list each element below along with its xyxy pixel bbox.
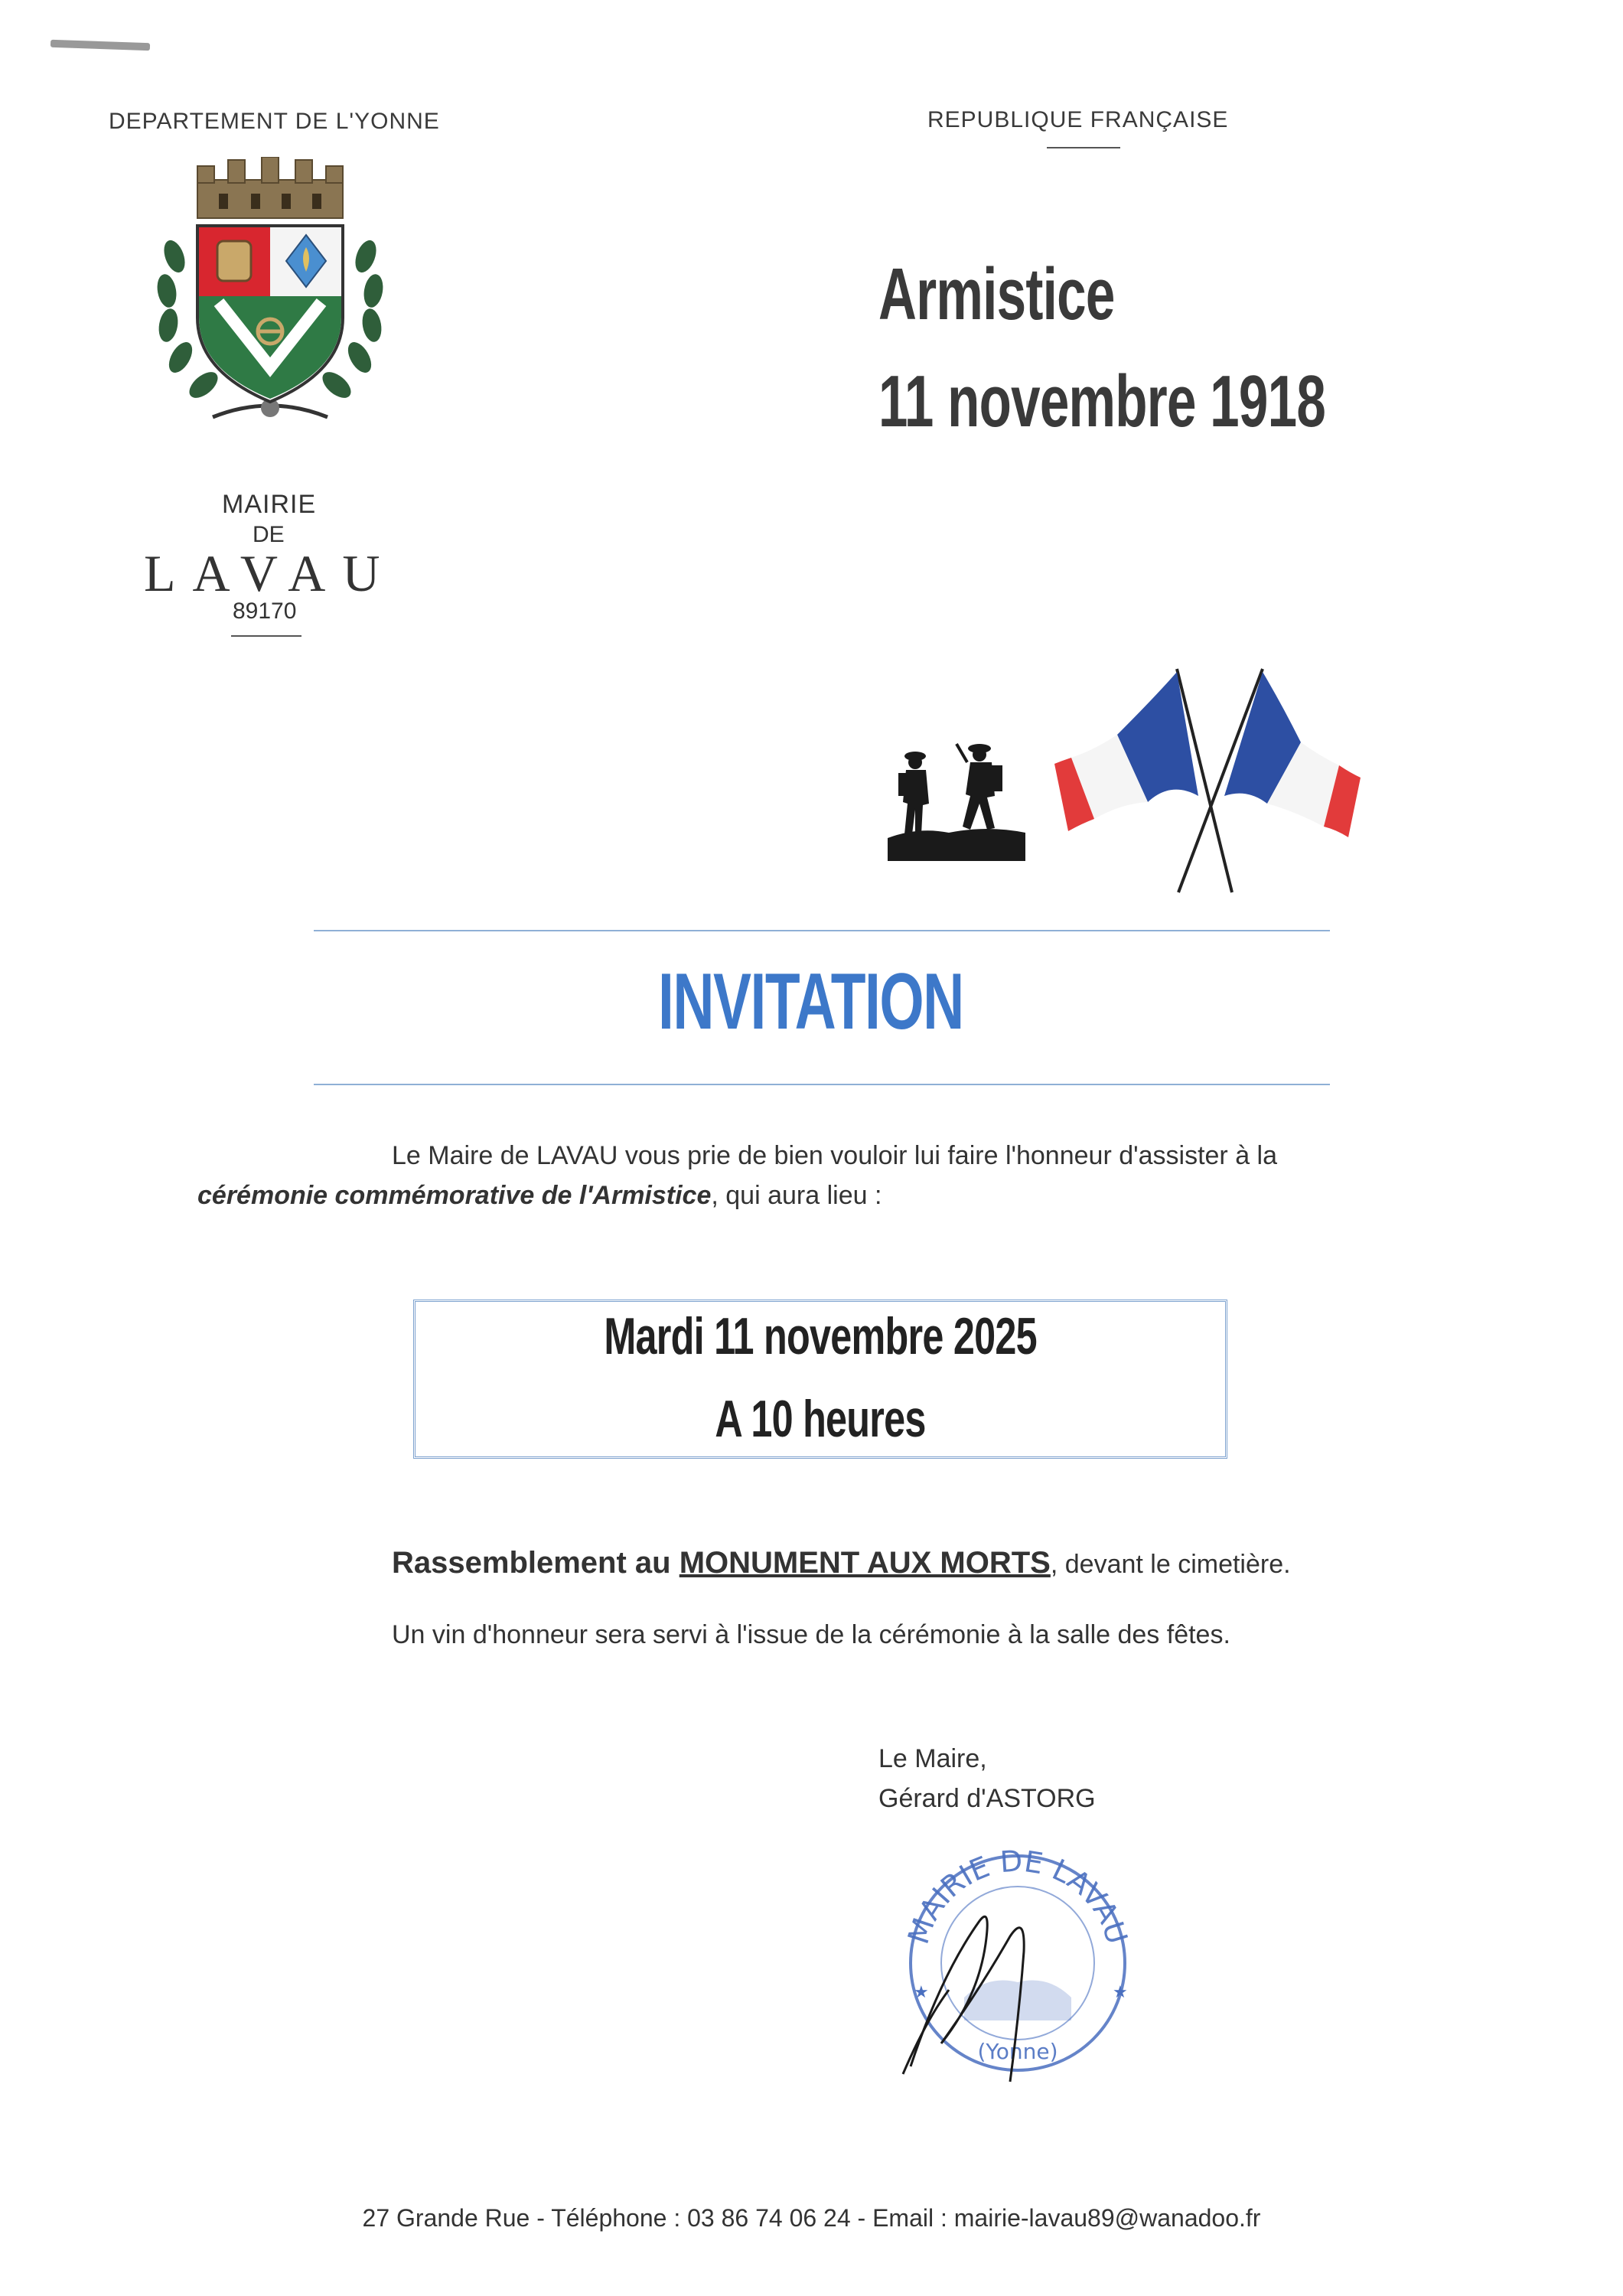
department-label: DEPARTEMENT DE L'YONNE (109, 109, 440, 134)
mairie-stamp-icon (895, 1837, 1140, 2097)
intro-line-2 (197, 1176, 882, 1215)
svg-text:★: ★ (1113, 1982, 1128, 2001)
stamp-bottom-text: (Yonne) (977, 2039, 1058, 2064)
event-time (416, 1389, 1225, 1449)
event-date (416, 1306, 1225, 1366)
gathering-place: MONUMENT AUX MORTS (679, 1546, 1051, 1580)
intro-emphasis: cérémonie commémorative de l'Armistice (197, 1181, 712, 1210)
intro-line-1: Le Maire de LAVAU vous prie de bien vouloir lui faire l'honneur d'assister à la (392, 1141, 1278, 1170)
postcode: 89170 (233, 598, 297, 624)
coat-of-arms-icon (144, 157, 396, 455)
svg-text:MAIRIE DE LAVAU (901, 1844, 1134, 1948)
intro-rest: , qui aura lieu : (711, 1181, 882, 1210)
soldiers-silhouette-icon (888, 742, 1025, 861)
gathering-line (392, 1546, 1291, 1580)
reception-line: Un vin d'honneur sera servi à l'issue de la cérémonie à la salle des fêtes. (392, 1620, 1230, 1649)
svg-text:★: ★ (914, 1982, 929, 2001)
invitation-heading: INVITATION (658, 957, 963, 1046)
crossed-flags-icon (1048, 666, 1370, 895)
gathering-prefix: Rassemblement au (392, 1546, 680, 1580)
title-date: 11 novembre 1918 (878, 360, 1326, 442)
town-name: LAVAU (144, 544, 397, 602)
event-time-text: A 10 heures (715, 1390, 926, 1448)
postcode-underline (231, 635, 301, 637)
signature-role: Le Maire, (878, 1744, 987, 1773)
mairie-de-label: DE (253, 522, 285, 547)
footer-contact: 27 Grande Rue - Téléphone : 03 86 74 06 24 - Email : mairie-lavau89@wanadoo.fr (362, 2204, 1261, 2232)
republic-underline (1047, 147, 1120, 148)
republic-label: REPUBLIQUE FRANÇAISE (927, 107, 1229, 132)
event-date-text: Mardi 11 novembre 2025 (604, 1307, 1037, 1365)
title-armistice: Armistice (878, 253, 1115, 335)
invitation-bottom-rule (314, 1084, 1330, 1085)
signature-name: Gérard d'ASTORG (878, 1784, 1096, 1813)
scan-mark (51, 40, 150, 51)
invitation-top-rule (314, 930, 1330, 931)
gathering-suffix: , devant le cimetière. (1050, 1550, 1291, 1579)
stamp-top-text: MAIRIE DE LAVAU (901, 1844, 1135, 1949)
mairie-label: MAIRIE (222, 490, 317, 519)
event-date-box (413, 1300, 1227, 1459)
